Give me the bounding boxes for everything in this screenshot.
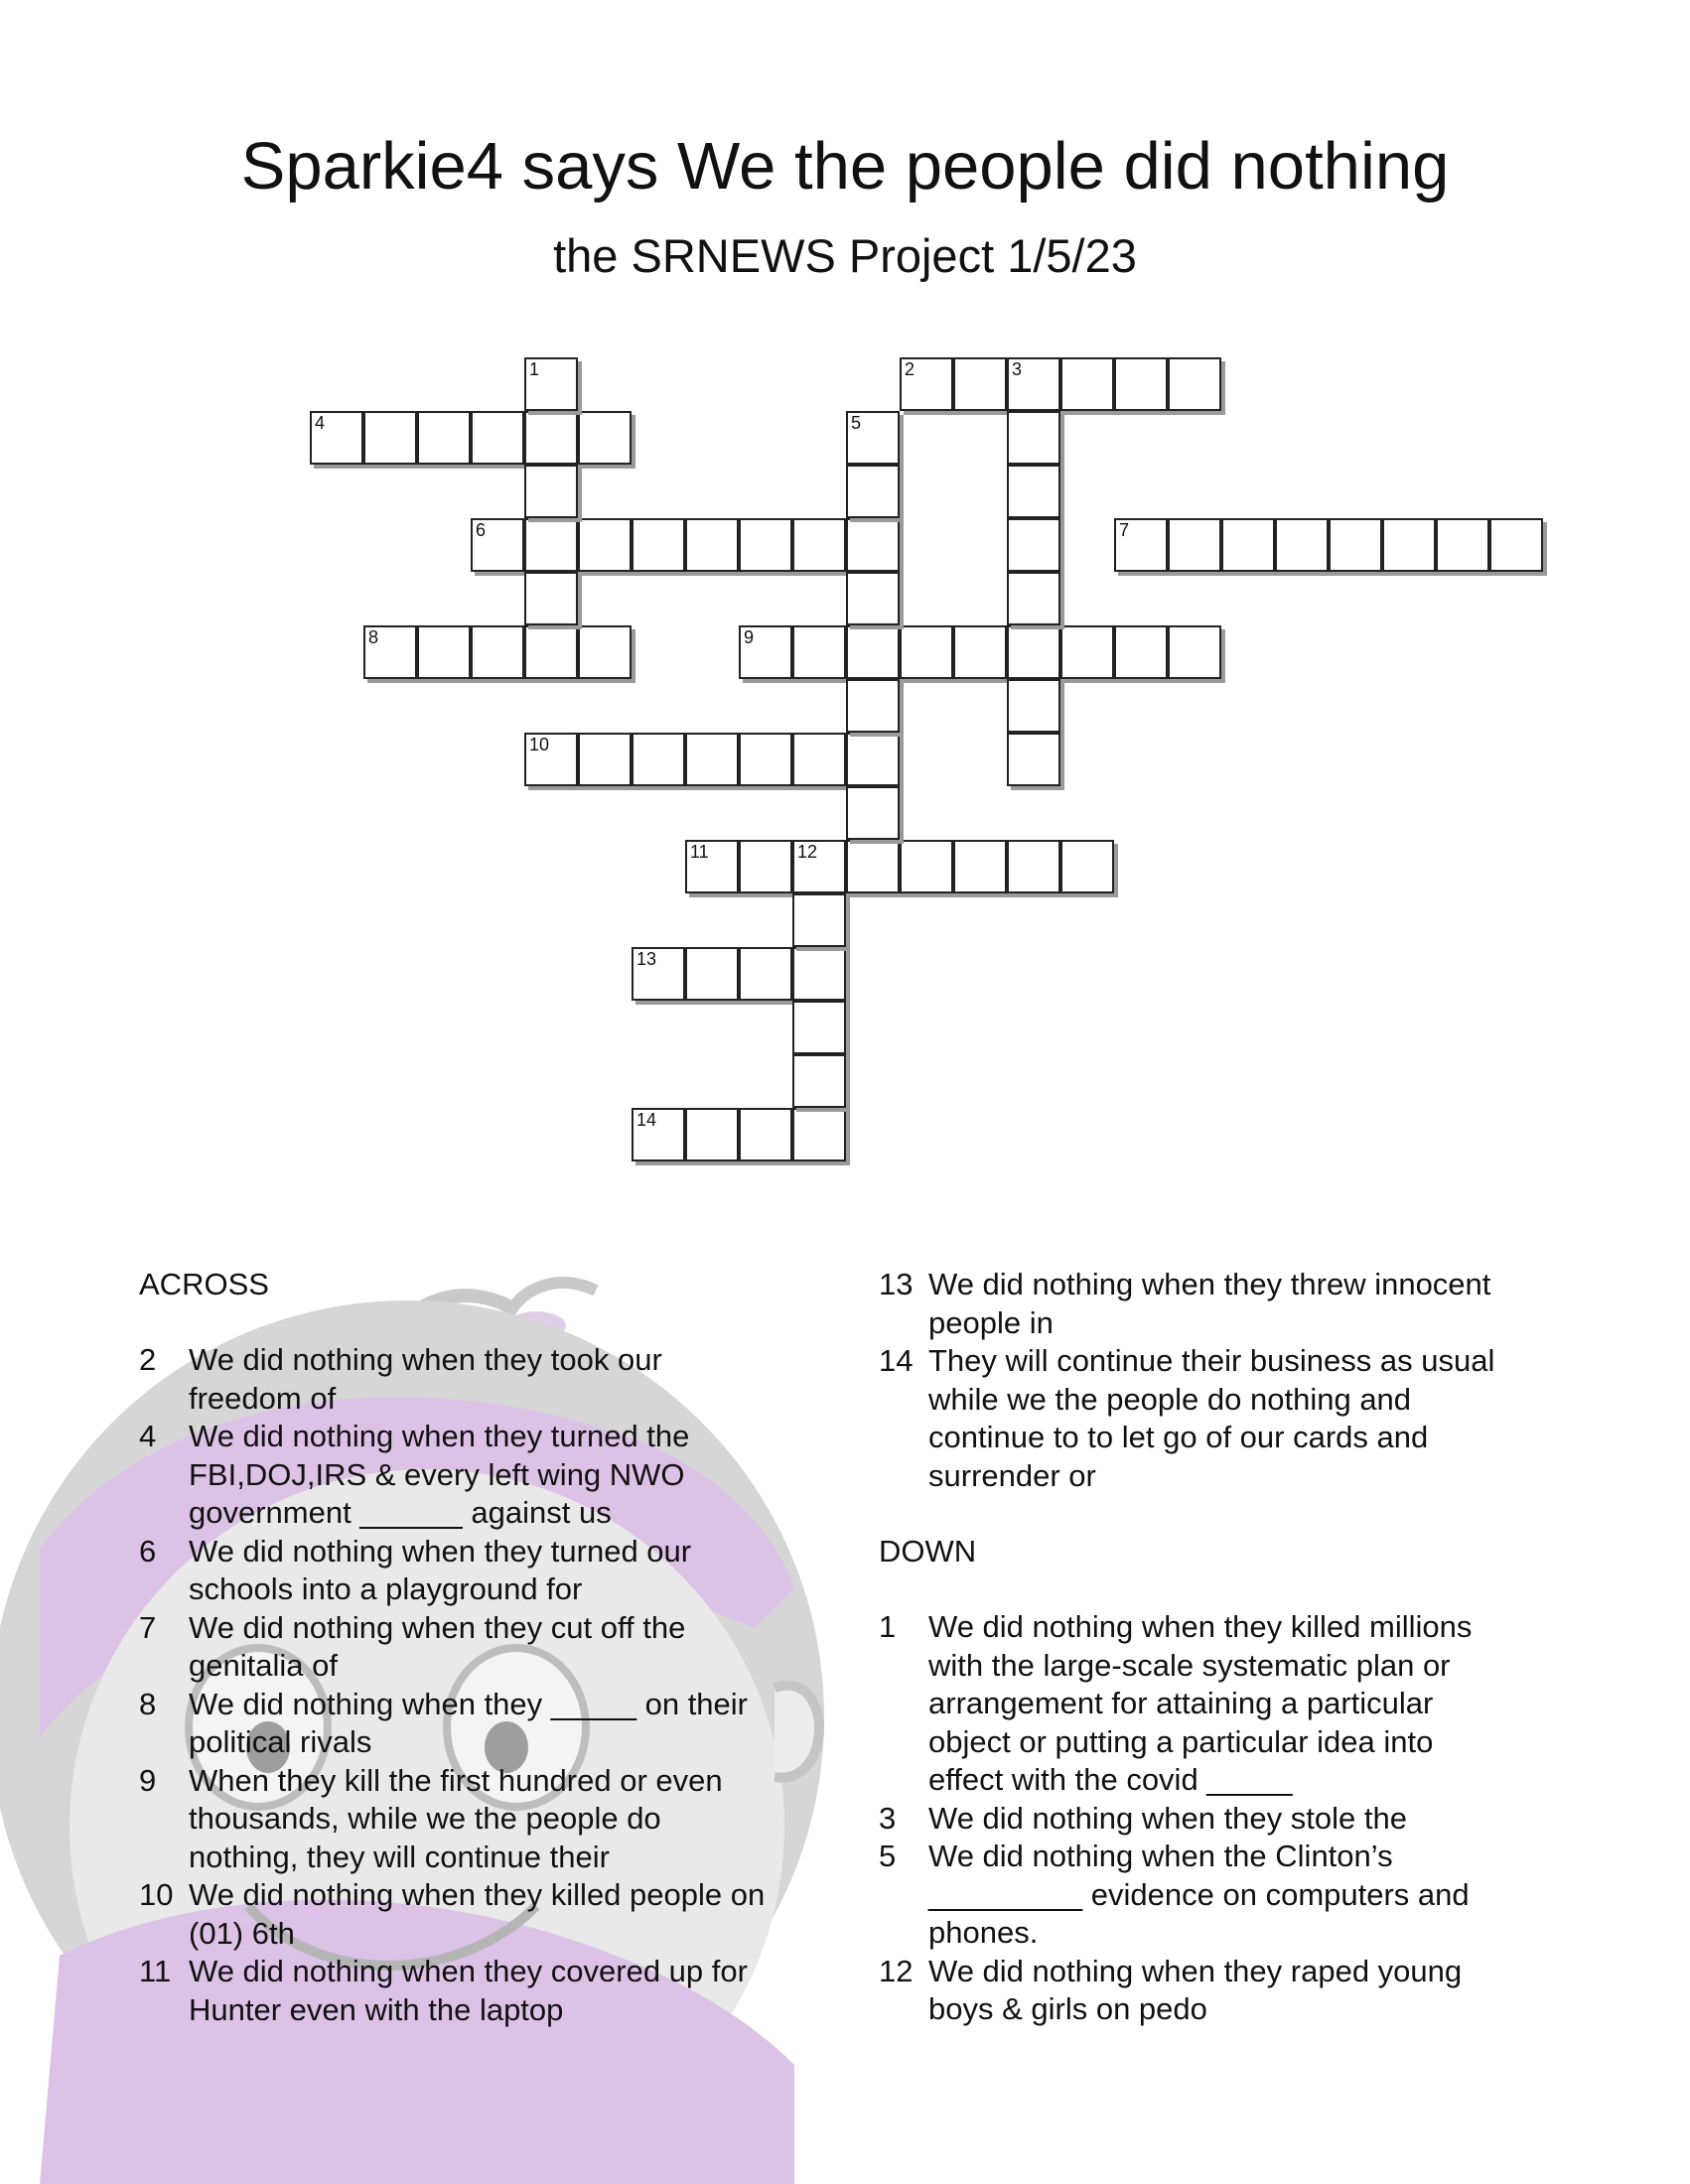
- grid-cell[interactable]: [632, 518, 685, 572]
- grid-cell[interactable]: [846, 518, 900, 572]
- grid-cell[interactable]: [1114, 357, 1168, 411]
- grid-cell[interactable]: [1060, 625, 1114, 679]
- clue-number: 13: [879, 1267, 914, 1301]
- clue-number: 1: [879, 1609, 897, 1644]
- grid-cell[interactable]: [1007, 411, 1060, 465]
- clues-left-column: [139, 1266, 775, 2029]
- grid-cell[interactable]: [1007, 733, 1060, 786]
- grid-cell[interactable]: [1436, 518, 1489, 572]
- grid-cell[interactable]: [632, 733, 685, 786]
- grid-cell[interactable]: [739, 518, 792, 572]
- grid-cell[interactable]: [1060, 840, 1114, 893]
- grid-cell[interactable]: [792, 1108, 846, 1161]
- grid-cell[interactable]: [846, 465, 900, 518]
- grid-cell[interactable]: [471, 411, 524, 465]
- grid-cell[interactable]: [524, 518, 578, 572]
- grid-cell[interactable]: [739, 625, 792, 679]
- clue-text: We did nothing when the Clinton’s _________ evidence on computers and phones.: [928, 1839, 1470, 1950]
- grid-cell[interactable]: [1007, 572, 1060, 625]
- grid-cell[interactable]: [846, 572, 900, 625]
- grid-cell[interactable]: [524, 357, 578, 411]
- cell-number: 3: [1012, 359, 1023, 379]
- clue-text: We did nothing when they raped young boys & girls on pedo: [928, 1953, 1463, 2026]
- grid-cell[interactable]: [524, 572, 578, 625]
- grid-cell[interactable]: [1329, 518, 1382, 572]
- grid-cell[interactable]: [900, 357, 953, 411]
- grid-cell[interactable]: [1007, 625, 1060, 679]
- grid-cell[interactable]: [1007, 518, 1060, 572]
- clue-text: When they kill the first hundred or even thousands, while we the people do nothing, they will continue their: [189, 1762, 723, 1874]
- across-clue-11: [139, 1953, 775, 2029]
- grid-cell[interactable]: [953, 357, 1007, 411]
- grid-cell[interactable]: [792, 625, 846, 679]
- cell-number: 14: [636, 1110, 657, 1130]
- grid-cell[interactable]: [739, 840, 792, 893]
- grid-cell[interactable]: [1007, 465, 1060, 518]
- grid-cell[interactable]: [1114, 625, 1168, 679]
- grid-cell[interactable]: [1168, 357, 1221, 411]
- grid-cell[interactable]: [578, 733, 632, 786]
- grid-cell[interactable]: [417, 625, 471, 679]
- across-clue-8: [139, 1686, 775, 1762]
- grid-cell[interactable]: [792, 1001, 846, 1054]
- grid-cell[interactable]: [524, 625, 578, 679]
- across-clue-14: [879, 1342, 1514, 1495]
- cell-number: 11: [690, 842, 709, 862]
- cell-number: 1: [529, 359, 540, 379]
- cell-number: 13: [636, 949, 657, 969]
- grid-cell[interactable]: [471, 625, 524, 679]
- grid-cell[interactable]: [685, 1108, 739, 1161]
- grid-cell[interactable]: [1489, 518, 1543, 572]
- across-clue-9: [139, 1762, 775, 1877]
- clue-number: 4: [139, 1419, 157, 1453]
- cell-number: 6: [476, 520, 487, 540]
- clue-text: We did nothing when they _____ on their political rivals: [189, 1686, 748, 1759]
- clue-text: We did nothing when they turned our schools into a playground for: [189, 1533, 692, 1606]
- grid-cell[interactable]: [363, 411, 417, 465]
- grid-cell[interactable]: [685, 947, 739, 1001]
- clue-text: We did nothing when they threw innocent people in: [928, 1267, 1491, 1340]
- grid-cell[interactable]: [1007, 840, 1060, 893]
- grid-cell[interactable]: [417, 411, 471, 465]
- grid-cell[interactable]: [900, 840, 953, 893]
- grid-cell[interactable]: [578, 411, 632, 465]
- grid-cell[interactable]: [792, 840, 846, 893]
- clue-number: 8: [139, 1686, 157, 1721]
- grid-cell[interactable]: [685, 518, 739, 572]
- grid-cell[interactable]: [846, 411, 900, 465]
- clue-text: We did nothing when they cut off the genitalia of: [189, 1609, 686, 1683]
- grid-cell[interactable]: [792, 947, 846, 1001]
- grid-cell[interactable]: [953, 840, 1007, 893]
- cell-number: 7: [1119, 520, 1130, 540]
- grid-cell[interactable]: [1007, 679, 1060, 733]
- down-clue-1: [879, 1608, 1514, 1800]
- down-heading: DOWN: [879, 1534, 977, 1569]
- grid-cell[interactable]: [792, 893, 846, 947]
- clue-number: 12: [879, 1953, 914, 1988]
- grid-cell[interactable]: [363, 625, 417, 679]
- cell-number: 12: [797, 842, 818, 862]
- grid-cell[interactable]: [524, 733, 578, 786]
- grid-cell[interactable]: [685, 733, 739, 786]
- grid-cell[interactable]: [1168, 518, 1221, 572]
- grid-cell[interactable]: [739, 1108, 792, 1161]
- grid-cell[interactable]: [1382, 518, 1436, 572]
- clue-text: We did nothing when they killed people on (01) 6th: [189, 1877, 766, 1951]
- grid-cell[interactable]: [953, 625, 1007, 679]
- grid-cell[interactable]: [792, 1054, 846, 1108]
- grid-cell[interactable]: [1168, 625, 1221, 679]
- across-heading: ACROSS: [139, 1267, 269, 1301]
- grid-cell[interactable]: [310, 411, 363, 465]
- grid-cell[interactable]: [900, 625, 953, 679]
- grid-cell[interactable]: [685, 840, 739, 893]
- across-clue-2: [139, 1341, 775, 1418]
- grid-cell[interactable]: [632, 947, 685, 1001]
- clue-number: 10: [139, 1877, 174, 1912]
- cell-number: 9: [744, 627, 755, 647]
- grid-cell[interactable]: [1114, 518, 1168, 572]
- grid-cell[interactable]: [1060, 357, 1114, 411]
- grid-cell[interactable]: [846, 625, 900, 679]
- grid-cell[interactable]: [846, 840, 900, 893]
- cell-number: 2: [905, 359, 915, 379]
- across-clue-7: [139, 1609, 775, 1686]
- clue-text: We did nothing when they killed millions with the large-scale systematic plan or arrangement for attaining a particular object or putting a particular idea into effect with the covid _____: [928, 1609, 1473, 1797]
- across-clue-4: [139, 1418, 775, 1533]
- across-clue-6: [139, 1533, 775, 1609]
- page-subtitle: the SRNEWS Project 1/5/23: [553, 229, 1137, 282]
- grid-cell[interactable]: [524, 411, 578, 465]
- clue-number: 5: [879, 1839, 897, 1873]
- grid-cell[interactable]: [1007, 357, 1060, 411]
- grid-cell[interactable]: [524, 465, 578, 518]
- grid-cell[interactable]: [1275, 518, 1329, 572]
- down-clue-5: [879, 1838, 1514, 1953]
- clue-text: We did nothing when they took our freedom of: [189, 1342, 662, 1416]
- grid-cell[interactable]: [1221, 518, 1275, 572]
- clue-number: 2: [139, 1342, 157, 1377]
- grid-cell[interactable]: [739, 947, 792, 1001]
- grid-cell[interactable]: [846, 733, 900, 786]
- clue-number: 6: [139, 1533, 157, 1569]
- down-clue-12: [879, 1953, 1514, 2029]
- grid-cell[interactable]: [739, 733, 792, 786]
- cell-number: 4: [315, 413, 326, 433]
- across-clue-10: [139, 1876, 775, 1953]
- clue-text: They will continue their business as usual while we the people do nothing and continue to to let go of our cards and surrender or: [928, 1343, 1495, 1493]
- clue-number: 7: [139, 1609, 157, 1645]
- clue-text: We did nothing when they covered up for Hunter even with the laptop: [189, 1954, 748, 2027]
- cell-number: 5: [851, 413, 862, 433]
- clue-number: 3: [879, 1800, 897, 1836]
- page-title: Sparkie4 says We the people did nothing: [240, 129, 1450, 204]
- down-clue-3: [879, 1800, 1514, 1839]
- grid-cell[interactable]: [792, 518, 846, 572]
- grid-cell[interactable]: [471, 518, 524, 572]
- clue-number: 11: [139, 1954, 172, 1988]
- clue-text: We did nothing when they stole the: [928, 1800, 1407, 1836]
- grid-cell[interactable]: [632, 1108, 685, 1161]
- grid-cell[interactable]: [792, 733, 846, 786]
- cell-number: 8: [368, 627, 379, 647]
- grid-cell[interactable]: [846, 786, 900, 840]
- clue-number: 14: [879, 1343, 914, 1378]
- cell-number: 10: [529, 735, 550, 754]
- grid-cell[interactable]: [578, 625, 632, 679]
- across-clue-13: [879, 1266, 1514, 1342]
- clue-number: 9: [139, 1762, 157, 1798]
- grid-cell[interactable]: [578, 518, 632, 572]
- grid-cell[interactable]: [846, 679, 900, 733]
- clue-text: We did nothing when they turned the FBI,DOJ,IRS & every left wing NWO government ______ against us: [189, 1419, 690, 1530]
- clues-right-column: [879, 1266, 1514, 2029]
